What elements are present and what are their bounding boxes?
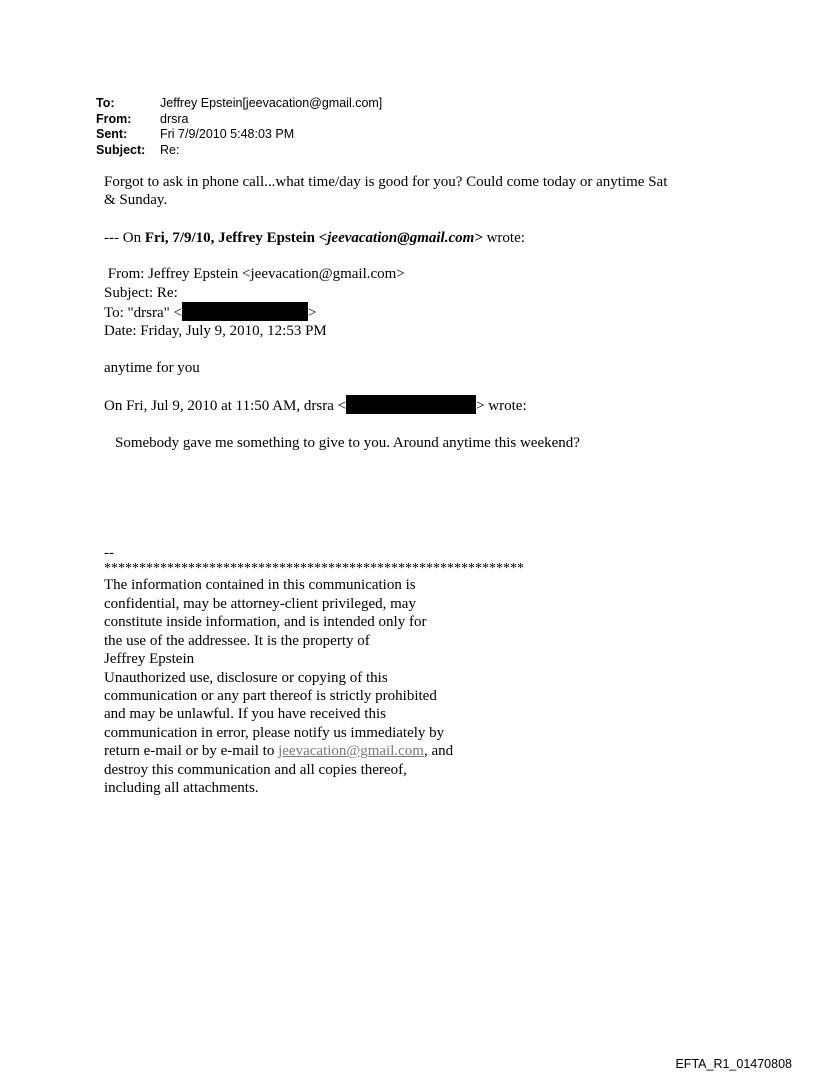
disclaimer-line: The information contained in this communication is [104,577,416,594]
message-line-2: & Sunday. [104,192,168,209]
quoted-to-prefix: To: "drsra" < [104,305,182,322]
sent-row [96,127,382,143]
quoted-date: Date: Friday, July 9, 2010, 12:53 PM [104,323,327,340]
reply-text: anytime for you [104,359,200,376]
quoted-subject: Subject: Re: [104,284,178,301]
disclaimer-line: constitute inside information, and is intended only for [104,614,427,631]
disclaimer-line: destroy this communication and all copies thereof, [104,761,407,778]
disclaimer-line-suffix: , and [423,743,454,760]
original-attribution [104,395,744,415]
to-label: To: [96,96,115,110]
disclaimer-line: the use of the addressee. It is the property of [104,632,370,649]
quote-header [104,229,744,247]
subject-label: Subject: [96,142,146,157]
quoted-to [104,302,744,322]
disclaimer-line-prefix: return e-mail or by e-mail to [104,743,279,760]
disclaimer-line: and may be unlawful. If you have received this [104,706,386,723]
quote-email: <jeevacation@gmail.com> [318,229,483,246]
sent-label: Sent: [96,127,128,141]
redaction-block [182,302,308,321]
quoted-from: From: Jeffrey Epstein <jeevacation@gmail.com> [104,266,405,283]
email-link[interactable]: jeevacation@gmail.com [278,743,424,760]
redaction-block [346,395,476,414]
attribution-suffix: > wrote: [476,398,527,415]
disclaimer-line: including all attachments. [104,779,259,796]
disclaimer-line: communication or any part thereof is strictly prohibited [104,687,437,704]
disclaimer-line: confidential, may be attorney-client privileged, may [104,595,416,612]
quote-prefix: --- On [104,229,145,246]
original-message: Somebody gave me something to give to you. Around anytime this weekend? [115,434,580,451]
signature-stars: ************************************************************ [104,561,524,577]
from-label: From: [96,111,132,126]
quote-date: Fri, 7/9/10, Jeffrey Epstein [144,229,319,246]
to-row [96,96,382,112]
quoted-to-suffix: > [307,305,317,322]
message-line-1: Forgot to ask in phone call...what time/day is good for you? Could come today or anytime Sat [104,174,668,190]
disclaimer-line [104,742,744,760]
attribution-prefix: On Fri, Jul 9, 2010 at 11:50 AM, drsra < [104,398,347,415]
disclaimer-line: Jeffrey Epstein [104,651,195,668]
sent-value: Fri 7/9/2010 5:48:03 PM [160,127,295,141]
to-value: Jeffrey Epstein[jeevacation@gmail.com] [160,96,383,110]
email-body [104,173,744,797]
subject-row [96,143,382,159]
from-row [96,112,382,128]
quote-suffix: wrote: [482,229,525,246]
disclaimer-line: communication in error, please notify us immediately by [104,724,445,741]
subject-value: Re: [160,142,180,157]
email-header [96,96,382,158]
document-id: EFTA_R1_01470808 [675,1057,792,1071]
disclaimer-line: Unauthorized use, disclosure or copying of this [104,669,388,686]
signature-dashes: -- [104,545,114,562]
from-value: drsra [160,111,189,126]
